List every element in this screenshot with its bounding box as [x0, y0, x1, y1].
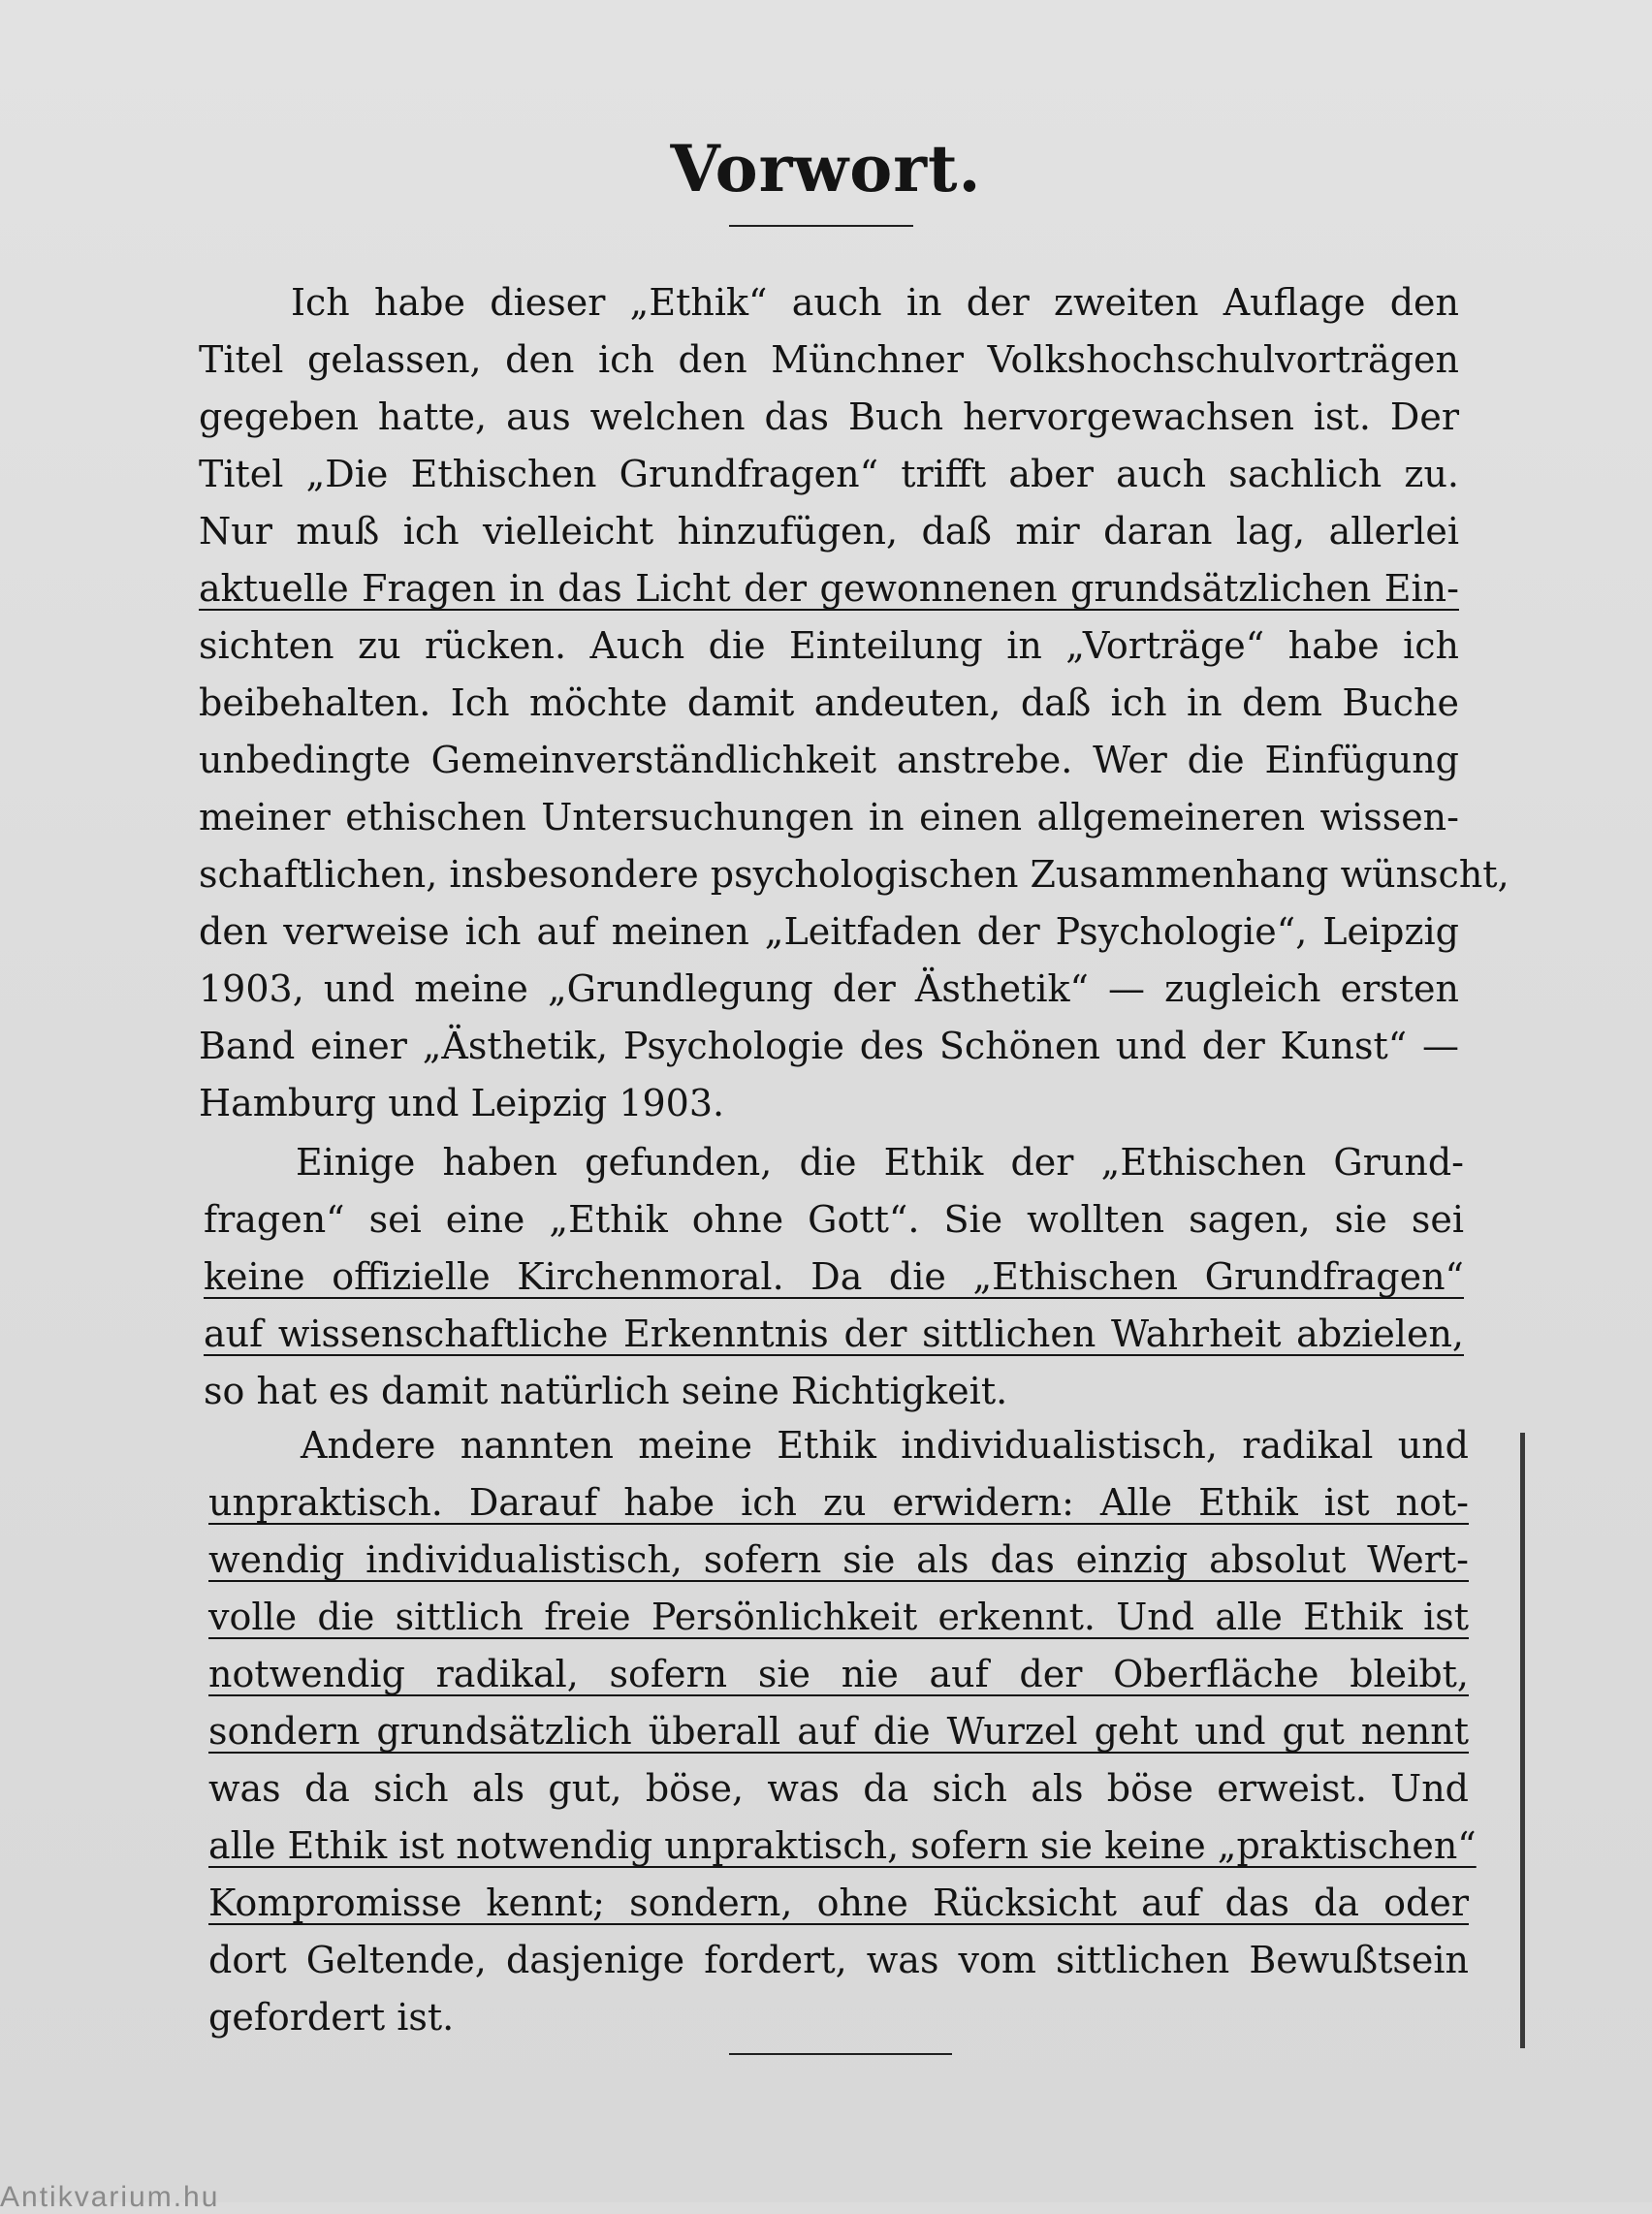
text-line: gefordert ist. [208, 1996, 455, 2039]
closing-divider [729, 2053, 952, 2055]
text-line: so hat es damit natürlich seine Richtigkeit. [204, 1370, 1008, 1412]
text-line: Titel „Die Ethischen Grundfragen“ trifft aber auch sachlich zu. [199, 453, 1459, 495]
text-line: Band einer „Ästhetik, Psychologie des Schönen und der Kunst“ — [199, 1025, 1459, 1067]
text-line: schaftlichen, insbesondere psychologischen Zusammenhang wünscht, [199, 853, 1509, 896]
underlined-text-line: volle die sittlich freie Persönlichkeit erkennt. Und alle Ethik ist [208, 1596, 1469, 1638]
text-line: unbedingte Gemeinverständlichkeit anstrebe. Wer die Einfügung [199, 739, 1459, 781]
text-line: Hamburg und Leipzig 1903. [199, 1082, 725, 1124]
underlined-text-line: alle Ethik ist notwendig unpraktisch, sofern sie keine „praktischen“ [208, 1824, 1477, 1867]
underlined-text-line: auf wissenschaftliche Erkenntnis der sittlichen Wahrheit abzielen, [204, 1313, 1464, 1355]
margin-marker-line [1520, 1433, 1525, 2048]
underlined-text-line: Kompromisse kennt; sondern, ohne Rücksicht auf das da oder [208, 1882, 1469, 1924]
text-line: Titel gelassen, den ich den Münchner Volkshochschulvorträgen [199, 338, 1459, 381]
underlined-text-line: keine offizielle Kirchenmoral. Da die „Ethischen Grundfragen“ [204, 1255, 1464, 1298]
page-title: Vorwort. [670, 131, 982, 206]
text-line: fragen“ sei eine „Ethik ohne Gott“. Sie wollten sagen, sie sei [204, 1198, 1464, 1241]
paragraph-2 [204, 1134, 1464, 1420]
underlined-text-line: notwendig radikal, sofern sie nie auf der Oberfläche bleibt, [208, 1653, 1469, 1695]
text-line: beibehalten. Ich möchte damit andeuten, daß ich in dem Buche [199, 681, 1459, 724]
text-line: Ich habe dieser „Ethik“ auch in der zweiten Auflage den [291, 281, 1459, 324]
text-line: Andere nannten meine Ethik individualistisch, radikal und [301, 1424, 1469, 1467]
text-line: den verweise ich auf meinen „Leitfaden der Psychologie“, Leipzig [199, 910, 1459, 953]
title-divider [729, 225, 913, 227]
watermark-text: Antikvarium.hu [0, 2181, 220, 2213]
text-line: meiner ethischen Untersuchungen in einen allgemeineren wissen- [199, 796, 1459, 838]
text-line: was da sich als gut, böse, was da sich als böse erweist. Und [208, 1767, 1469, 1810]
text-line: gegeben hatte, aus welchen das Buch hervorgewachsen ist. Der [199, 395, 1459, 438]
underlined-text-line: sondern grundsätzlich überall auf die Wurzel geht und gut nennt [208, 1710, 1469, 1753]
text-line: Nur muß ich vielleicht hinzufügen, daß mir daran lag, allerlei [199, 510, 1459, 553]
underlined-text-line: unpraktisch. Darauf habe ich zu erwidern: Alle Ethik ist not- [208, 1481, 1469, 1524]
text-line: 1903, und meine „Grundlegung der Ästhetik“ — zugleich ersten [199, 967, 1459, 1010]
underlined-text-line: aktuelle Fragen in das Licht der gewonnenen grundsätzlichen Ein- [199, 567, 1459, 610]
text-line: dort Geltende, dasjenige fordert, was vom sittlichen Bewußtsein [208, 1939, 1469, 1981]
paragraph-1 [199, 274, 1509, 1132]
text-line: Einige haben gefunden, die Ethik der „Ethischen Grund- [296, 1141, 1464, 1184]
paragraph-3 [208, 1417, 1477, 2046]
underlined-text-line: wendig individualistisch, sofern sie als das einzig absolut Wert- [208, 1538, 1469, 1581]
text-line: sichten zu rücken. Auch die Einteilung in „Vorträge“ habe ich [199, 624, 1459, 667]
